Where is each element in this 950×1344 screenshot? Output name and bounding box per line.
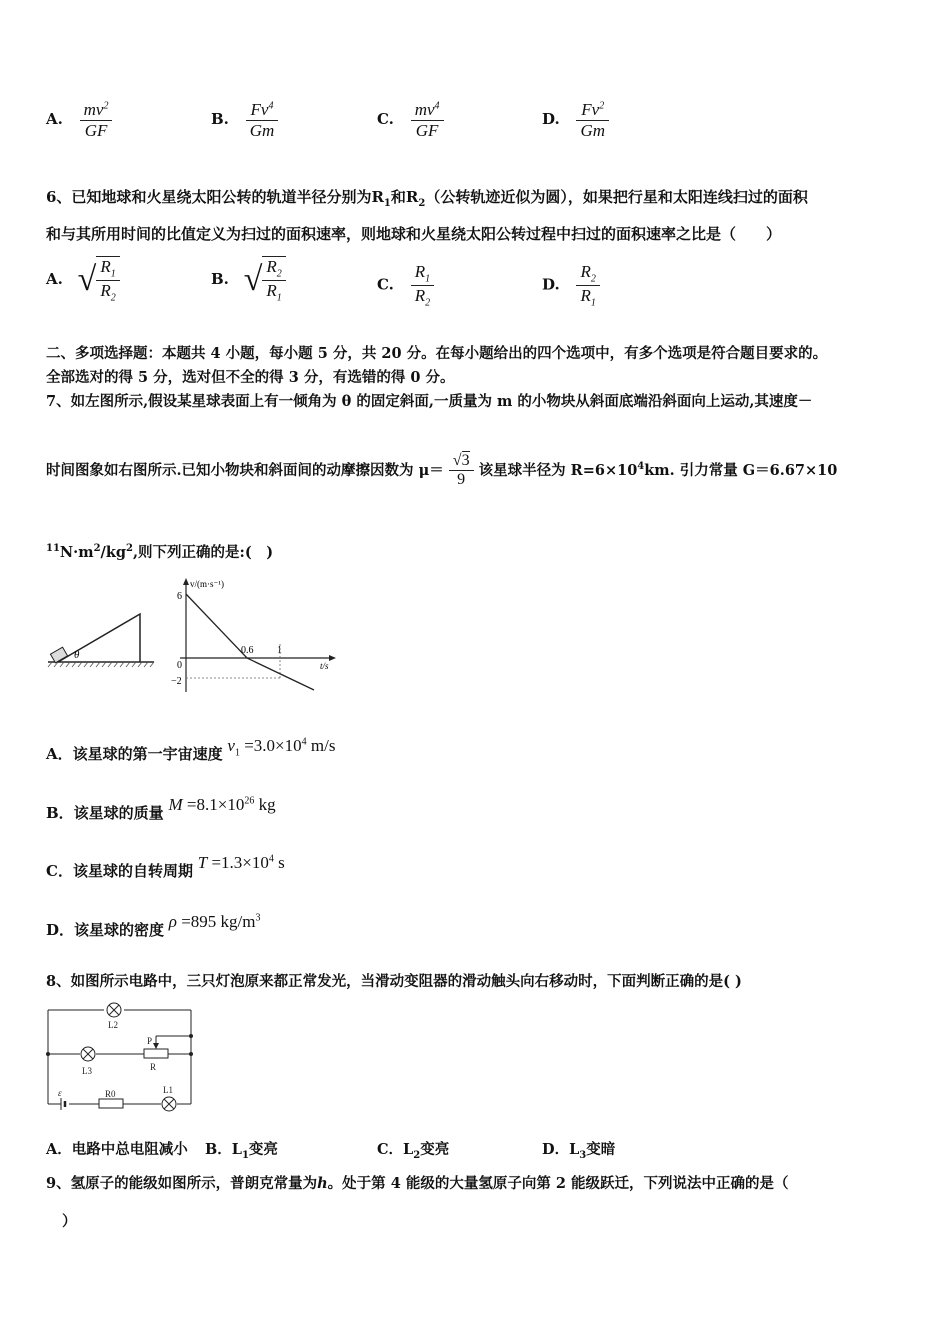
label-l2: L2 — [108, 1020, 118, 1030]
fraction: $\frac{Fv^2}{Gm}$ — [576, 100, 609, 140]
q7-option-b: B．该星球的质量 $M =8.1\times 10^{26}$ kg — [46, 795, 276, 822]
q5-option-a — [46, 100, 112, 140]
q8-text: 8、如图所示电路中，三只灯泡原来都正常发光，当滑动变阻器的滑动触头向右移动时，下面判断正确的是( ) — [46, 973, 742, 990]
q7-line2: 时间图象如右图所示.已知小物块和斜面间的动摩擦因数为 μ＝ $\frac{√3}{9}$ 该星球半径为 $R=6\times 10^4km$. 引力常量 G＝6.67×10 — [46, 452, 838, 489]
label-r0: R0 — [105, 1089, 116, 1099]
option-label: C. — [377, 275, 394, 294]
q7-line3: $^{11}N\cdot m^2/kg^2$,则下列正确的是:( ) — [46, 543, 274, 561]
label-emf: ε — [58, 1088, 62, 1098]
q9-line1: 9、氢原子的能级如图所示，普朗克常量为h。处于第 4 能级的大量氢原子向第 2 能级跃迁，下列说法中正确的是（ — [46, 1175, 789, 1192]
x-axis-label: t/s — [320, 661, 329, 671]
q6-option-a — [46, 256, 120, 304]
incline-figure — [48, 614, 154, 667]
q6-option-b — [211, 256, 286, 304]
q8-option-d: D．$L_3$变暗 — [542, 1141, 616, 1161]
q7-option-c: C．该星球的自转周期 $T =1.3\times 10^4$ s — [46, 853, 285, 880]
label-l3: L3 — [82, 1066, 92, 1076]
label-l1: L1 — [163, 1085, 173, 1095]
option-label: B. — [211, 269, 229, 288]
q8-option-b: B．$L_1$变亮 — [205, 1141, 278, 1161]
velocity-line — [186, 594, 314, 690]
label-r: R — [150, 1062, 157, 1072]
q8-option-c: C．$L_2$变亮 — [377, 1141, 450, 1161]
q6-line2: 和与其所用时间的比值定义为扫过的面积速率，则地球和火星绕太阳公转过程中扫过的面积速率之比是（ ） — [46, 225, 782, 243]
y-tick-minus2: −2 — [171, 676, 182, 687]
q5-option-d — [542, 100, 609, 140]
sqrt: √ $\frac{R_1}{R_2}$ — [78, 256, 120, 304]
q8-option-a: A．电路中总电阻减小 — [46, 1141, 188, 1158]
q7-option-d: D．该星球的密度 ρ =895 $kg/m^3$ — [46, 912, 261, 939]
fraction: $\frac{R_2}{R_1}$ — [576, 262, 599, 309]
option-label: A. — [46, 110, 63, 129]
sqrt: √ $\frac{R_2}{R_1}$ — [244, 256, 286, 304]
fraction: $\frac{Fv^4}{Gm}$ — [246, 100, 279, 140]
option-label: D. — [542, 275, 560, 294]
x-tick-06: 0.6 — [241, 645, 254, 656]
option-label: C. — [377, 110, 394, 129]
option-label: A. — [46, 269, 63, 288]
q5-option-b — [211, 100, 278, 140]
y-axis-label: v/(m·s⁻¹) — [190, 579, 224, 589]
label-p: P — [147, 1036, 153, 1046]
q7-figures — [44, 576, 354, 696]
q8-circuit — [44, 998, 204, 1118]
theta-label: θ — [74, 649, 80, 661]
q9-line2: ） — [62, 1213, 77, 1230]
q6-line1: 6、已知地球和火星绕太阳公转的轨道半径分别为$R_1$和$R_2$（公转轨迹近似为圆），如果把行星和太阳连线扫过的面积 — [46, 188, 808, 209]
y-tick-6: 6 — [177, 591, 182, 602]
option-label: D. — [542, 110, 560, 129]
q6-option-d — [542, 262, 600, 309]
x-tick-1: 1 — [277, 645, 282, 656]
q7-line1: 7、如左图所示,假设某星球表面上有一倾角为 θ 的固定斜面,一质量为 m 的小物块从斜面底端沿斜面向上运动,其速度－ — [46, 393, 813, 410]
q6-option-c — [377, 262, 434, 309]
mu-fraction: $\frac{√3}{9}$ — [449, 452, 474, 490]
origin-label: 0 — [177, 660, 182, 671]
option-label: B. — [211, 110, 229, 129]
section2-line1: 二、多项选择题：本题共 4 小题，每小题 5 分，共 20 分。在每小题给出的四个选项中，有多个选项是符合题目要求的。 — [46, 345, 828, 362]
q5-option-c — [377, 100, 444, 140]
fraction: $\frac{mv^2}{GF}$ — [80, 100, 113, 140]
q7-option-a: A．该星球的第一宇宙速度 $v_1 =3.0\times 10^4$ m/s — [46, 736, 336, 763]
vt-graph — [171, 578, 336, 692]
fraction: $\frac{R_1}{R_2}$ — [411, 262, 434, 309]
section2-line2: 全部选对的得 5 分，选对但不全的得 3 分，有选错的得 0 分。 — [46, 369, 455, 386]
fraction: $\frac{mv^4}{GF}$ — [411, 100, 444, 140]
